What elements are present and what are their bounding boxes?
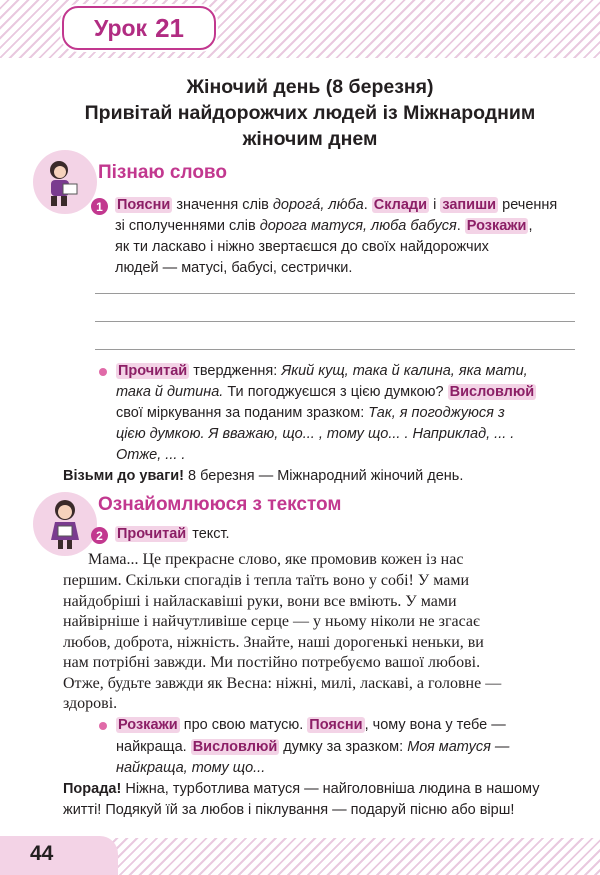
keyword: Прочитай <box>118 363 188 379</box>
note-text: 8 березня — Міжнародний жіночий день. <box>184 468 464 484</box>
task-1-line-3: як ти ласкаво і ніжно звертаєшся до своїх найдорожчих <box>115 239 489 255</box>
bullet-1-line-2 <box>116 382 586 403</box>
section-heading-2: Ознайомлююся з текстом <box>98 494 342 515</box>
page-number-tab <box>0 836 118 875</box>
lesson-word: Урок <box>94 14 148 41</box>
bullet-icon <box>99 368 107 376</box>
text: . <box>363 197 372 213</box>
bullet-1-line-3 <box>116 403 586 424</box>
advice-label: Порада! <box>63 781 122 797</box>
task-1-line-2 <box>115 216 585 237</box>
text: , <box>528 218 533 234</box>
advice-line-2: житті! Подякуй їй за любов і піклування — подаруй пісню або вірш! <box>63 802 515 818</box>
girl-book-icon <box>33 492 97 556</box>
note-label: Візьми до уваги! <box>63 468 185 484</box>
bullet-2-line-2 <box>116 737 586 758</box>
text: думку за зразком: <box>279 739 408 755</box>
text-line: найдобріші і найласкавіші руки, вони все вміють. У мами <box>63 593 457 610</box>
keyword: запиши <box>442 197 497 213</box>
keyword: Розкажи <box>118 717 178 733</box>
text: найкраща. <box>116 739 191 755</box>
text: дорога матуся, люба бабуся <box>259 218 457 234</box>
text-line: Мама... Це прекрасне слово, яке промовив кожен із нас <box>88 551 464 568</box>
text-line: Отже, будьте завжди як Весна: ніжні, милі, ласкаві, а головне — <box>63 675 502 692</box>
note <box>63 466 583 487</box>
text: дорогá, лю́ба <box>272 197 364 213</box>
bullet-icon <box>99 722 107 730</box>
bullet-1-line-4 <box>116 424 586 445</box>
keyword: Висловлюй <box>449 384 535 400</box>
title-line-1: Жіночий день (8 березня) <box>186 76 434 98</box>
title-line-2: Привітай найдорожчих людей із Міжнародним <box>84 102 536 124</box>
text: . <box>456 218 465 234</box>
keyword: Склади <box>373 197 428 213</box>
text-line: найвірніше і найчутливіше серце — у ньому ніколи не згасає <box>63 613 480 630</box>
bullet-2-line-1 <box>116 715 586 736</box>
task-1-line-4: людей — матусі, бабусі, сестрички. <box>115 260 353 276</box>
text: твердження: <box>189 363 282 379</box>
text: і <box>429 197 441 213</box>
title-line-3: жіночим днем <box>242 128 378 150</box>
text: Ти погоджуєшся з цією думкою? <box>223 384 448 400</box>
bullet-2-line-3 <box>116 758 586 779</box>
girl-reading-icon <box>33 150 97 214</box>
answer-line[interactable] <box>95 321 575 322</box>
task-number-2: 2 <box>91 527 108 544</box>
keyword: Прочитай <box>117 526 187 542</box>
text-line: любов, доброта, ніжність. Знайте, наші дорогенькі неньки, ви <box>63 634 484 651</box>
text: Моя матуся — <box>407 739 510 755</box>
text: про свою матусю. <box>179 717 308 733</box>
lesson-number: 21 <box>155 12 184 43</box>
lesson-tab <box>62 6 216 50</box>
keyword: Поясни <box>309 717 363 733</box>
page-number: 44 <box>30 842 54 865</box>
answer-line[interactable] <box>95 349 575 350</box>
text: текст. <box>188 526 230 542</box>
text-line: першим. Скільки спогадів і тепла таїть воно у собі! У мами <box>63 572 470 589</box>
text: речення <box>498 197 558 213</box>
section-heading-1: Пізнаю слово <box>98 162 227 183</box>
answer-line[interactable] <box>95 293 575 294</box>
text-line: нам потрібні завжди. Ми постійно потребуємо вашої любові. <box>63 654 481 671</box>
text: цією думкою. Я вважаю, що... , тому що... . Наприклад, ... . <box>116 426 515 442</box>
keyword: Поясни <box>117 197 171 213</box>
keyword: Висловлюй <box>192 739 278 755</box>
text: така й дитина. <box>116 384 224 400</box>
bullet-1-line-5 <box>116 445 586 466</box>
text: найкраща, тому що... <box>116 760 266 776</box>
keyword: Розкажи <box>466 218 527 234</box>
task-2 <box>115 524 585 545</box>
task-number-1: 1 <box>91 198 108 215</box>
text: Отже, ... . <box>116 447 186 463</box>
advice-text: Ніжна, турботлива матуся — найголовніша людина в нашому <box>121 781 540 797</box>
text: Який кущ, така й калина, яка мати, <box>281 363 528 379</box>
text: значення слів <box>172 197 273 213</box>
bullet-1-line-1 <box>116 361 586 382</box>
text: зі сполученнями слів <box>115 218 260 234</box>
text: Так, я погоджуюся з <box>368 405 505 421</box>
task-1-line-1 <box>115 195 585 216</box>
text: свої міркування за поданим зразком: <box>116 405 369 421</box>
advice-line-1 <box>63 779 588 800</box>
text: , чому вона у тебе — <box>364 717 506 733</box>
text-line: здорові. <box>63 695 118 712</box>
